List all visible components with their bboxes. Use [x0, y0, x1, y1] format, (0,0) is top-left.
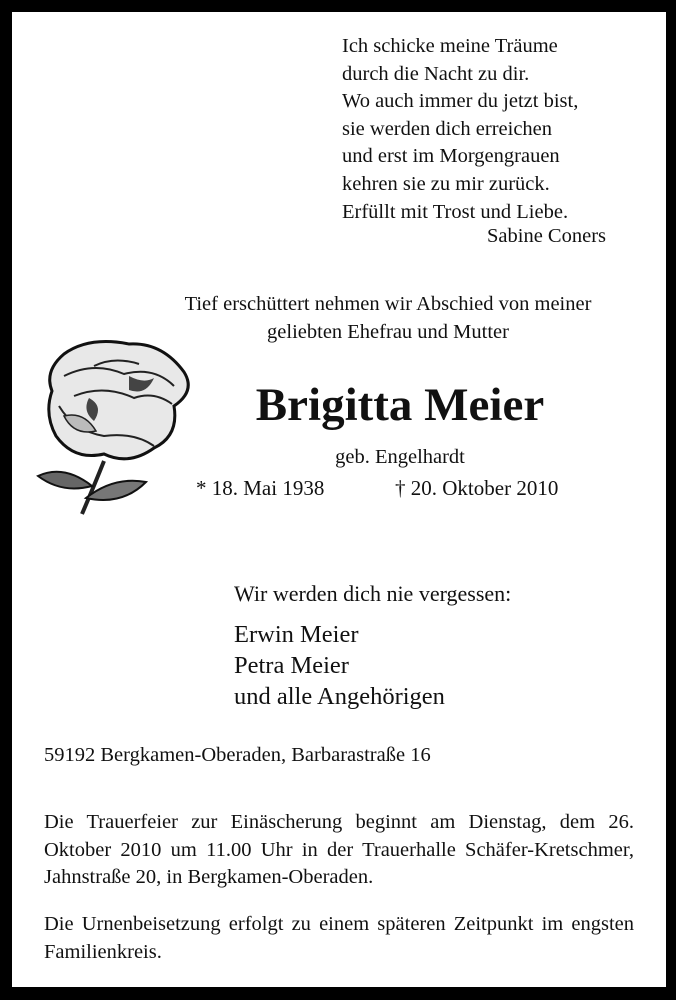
mourners-heading: Wir werden dich nie vergessen:	[234, 581, 512, 606]
deceased-name: Brigitta Meier	[255, 379, 545, 431]
address: 59192 Bergkamen-Oberaden, Barbarastraße 16	[44, 744, 431, 766]
urn-notice: Die Urnenbeisetzung erfolgt zu einem späteren Zeitpunkt im engsten Familienkreis.	[44, 913, 634, 963]
poem-line: sie werden dich erreichen	[342, 117, 553, 140]
mourner-name: und alle Angehörigen	[234, 683, 445, 710]
intro-line: Tief erschüttert nehmen wir Abschied von meiner	[184, 293, 592, 315]
mourners-list	[234, 619, 445, 712]
death-date: † 20. Oktober 2010	[395, 476, 559, 500]
poem-line: durch die Nacht zu dir.	[342, 62, 530, 85]
poem	[342, 33, 578, 226]
mourner-name: Petra Meier	[234, 652, 349, 679]
poem-line: kehren sie zu mir zurück.	[342, 172, 550, 195]
poem-line: und erst im Morgengrauen	[342, 145, 560, 168]
poem-line: Erfüllt mit Trost und Liebe.	[342, 200, 569, 223]
poem-line: Wo auch immer du jetzt bist,	[342, 90, 579, 113]
funeral-notice: Die Trauerfeier zur Einäscherung beginnt am Dienstag, dem 26. Oktober 2010 um 11.00 Uhr in der Trauerhalle Schäfer-Kretschmer, Jahnstraße 20, in Bergkamen-Oberaden.	[44, 811, 634, 889]
intro-line: geliebten Ehefrau und Mutter	[267, 320, 509, 343]
birth-date: * 18. Mai 1938	[196, 476, 325, 500]
poem-author: Sabine Coners	[487, 225, 606, 247]
poem-line: Ich schicke meine Träume	[342, 35, 558, 57]
mourner-name: Erwin Meier	[234, 621, 359, 648]
maiden-name: geb. Engelhardt	[335, 446, 465, 468]
